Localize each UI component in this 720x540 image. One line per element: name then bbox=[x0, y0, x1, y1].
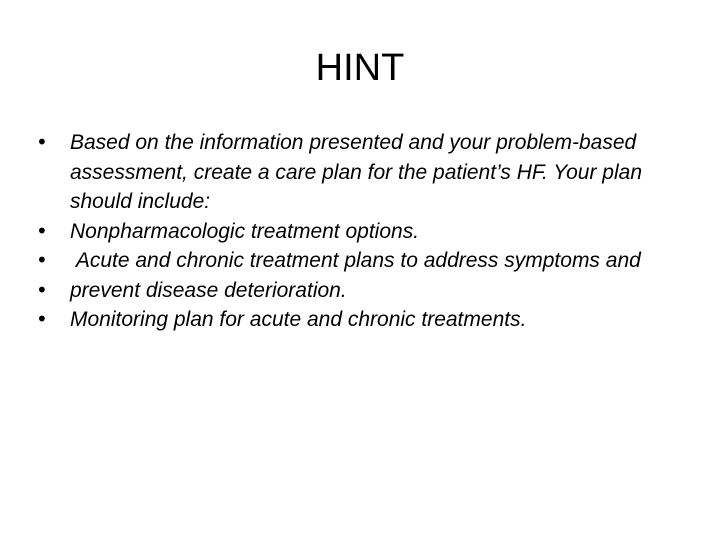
bullet-item bbox=[36, 305, 696, 335]
bullet-item bbox=[36, 217, 696, 247]
slide-title: HINT bbox=[315, 47, 405, 89]
bullet-text: Monitoring plan for acute and chronic treatments. bbox=[70, 308, 527, 331]
bullet-list bbox=[36, 128, 696, 335]
bullet-point-icon: • bbox=[36, 248, 48, 272]
bullet-text: Based on the information presented and your problem-based assessment, create a care plan for the patient’s HF. Your plan should include: bbox=[70, 131, 648, 213]
bullet-point-icon: • bbox=[36, 307, 48, 331]
bullet-text: Acute and chronic treatment plans to address symptoms and bbox=[70, 249, 641, 272]
bullet-item bbox=[36, 276, 696, 306]
bullet-item bbox=[36, 246, 696, 276]
bullet-text: prevent disease deterioration. bbox=[70, 278, 347, 302]
bullet-item bbox=[36, 128, 696, 217]
bullet-point-icon: • bbox=[36, 277, 48, 302]
bullet-point-icon: • bbox=[36, 130, 48, 154]
bullet-text: Nonpharmacologic treatment options. bbox=[70, 219, 420, 243]
bullet-point-icon: • bbox=[36, 218, 48, 243]
